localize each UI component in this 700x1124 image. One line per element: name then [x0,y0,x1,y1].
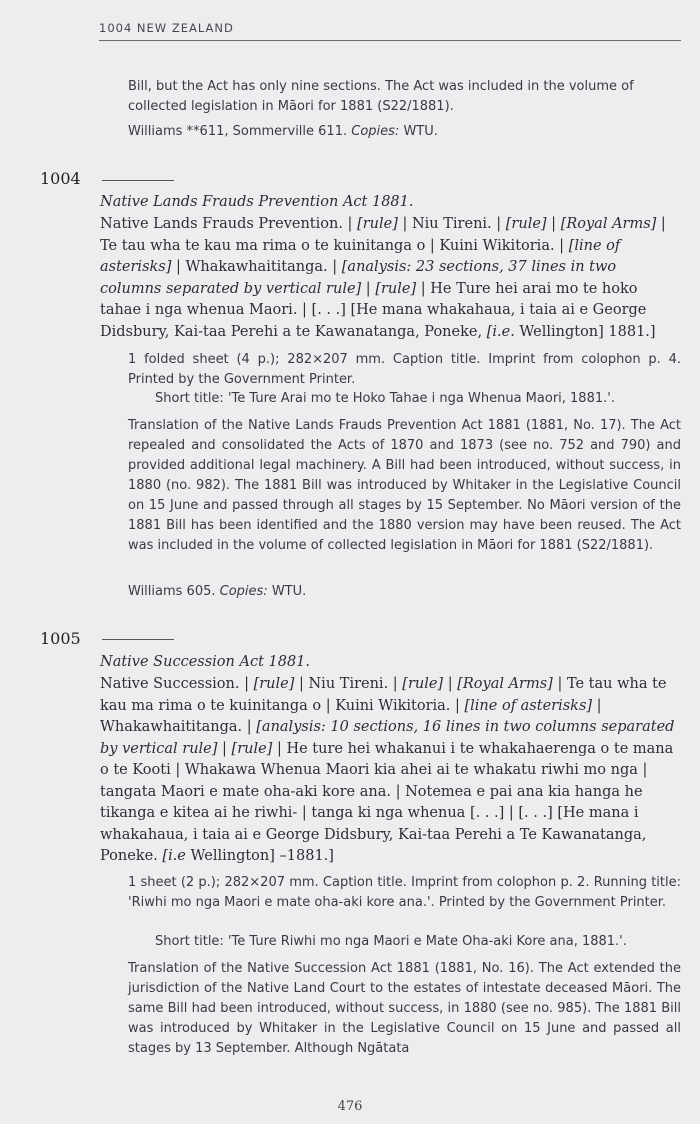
header-rule [99,40,681,41]
transcription-editorial-note: [rule] [253,676,295,692]
refs-text: Williams **611, Sommerville 611. [128,124,348,139]
prev-entry-note: Bill, but the Act has only nine sections. The Act was included in the volume of collected legislation in Māori for 1881 (S22/1881). [128,79,634,114]
entry-1005-note: Translation of the Native Succession Act 1881 (1881, No. 16). The Act extended the jurisdiction of the Native Land Court to the estates of intestate deceased Māori. The same Bill had been introduced, without success, in 1880 (see no. 985). The 1881 Bill was introduced by Whitaker in the Legislative Council on 15 June and passed all stages by 13 September. Although Ngātata [128,961,681,1056]
transcription-editorial-note: [rule] [505,216,547,232]
transcription-text: Native Lands Frauds Prevention. | [100,216,358,232]
entry-1005-title: Native Succession Act 1881. [100,654,311,670]
copies-value: WTU. [403,124,438,139]
entry-1005-physical: 1 sheet (2 p.); 282×207 mm. Caption title. Imprint from colophon p. 2. Running title: 'Riwhi mo nga Maori e mate oha-aki kore ana.'. Printed by the Government Printer. [128,875,681,910]
entry-1005-transcription [100,674,682,868]
transcription-text: | [361,280,376,297]
prev-entry-refs [128,122,681,142]
transcription-editorial-note: [line of asterisks] [100,237,621,275]
entry-1004-transcription [100,214,682,343]
page-number: 476 [337,1099,363,1114]
transcription-text: | Te tau wha te kau ma rima o te kuinitanga o | Kuini Wikitoria. | [100,216,666,254]
entry-1005-short-title: Short title: 'Te Ture Riwhi mo nga Maori e Mate Oha-aki Kore ana, 1881.'. [155,934,627,949]
entry-1004-refs [128,582,681,602]
transcription-text: | Whakawhaititanga. | [171,259,342,275]
transcription-editorial-note: [i.e. [486,323,515,340]
transcription-text: Native Succession. | [100,676,254,692]
entry-rule-1005 [102,639,174,640]
transcription-text: | Te tau wha te kau ma rima o te kuinitanga o | Kuini Wikitoria. | [100,676,667,714]
transcription-text: | He ture hei whakanui i te whakahaerenga o te mana o te Kooti | Whakawa Whenua Maori kia ahei ai te whakatu riwhi mo nga | tangata Maori e mate oha-aki kore ana. | Notemea e pai ana kia hanga he tikanga e kitea ai he riwhi- | tanga ki nga whenua [. . .] | [. . .] [He mana i whakahaua, i taia ai e George Didsbury, Kai-taa Perehi a Te Kawanatanga, Poneke. [100,740,674,864]
entry-1004-physical: 1 folded sheet (4 p.); 282×207 mm. Caption title. Imprint from colophon p. 4. Printed by the Government Printer. [128,352,681,387]
transcription-editorial-note: [rule] [357,216,398,232]
entry-1004-note: Translation of the Native Lands Frauds Prevention Act 1881 (1881, No. 17). The Act repealed and consolidated the Acts of 1870 and 1873 (see no. 752 and 790) and provided additional legal machinery. A Bill had been introduced, without success, in 1880 (no. 982). The 1881 Bill was introduced by Whitaker in the Legislative Council on 15 June and passed through all stages by 15 September. No Māori version of the 1881 Bill has been identified and the 1880 version may have been reused. The Act was included in the volume of collected legislation in Māori for 1881 (S22/1881). [128,418,681,553]
entry-number-1005: 1005 [40,629,81,648]
transcription-text: Wellington] 1881.] [514,323,656,340]
entry-1004-title: Native Lands Frauds Prevention Act 1881. [100,194,414,210]
transcription-editorial-note: [analysis: 23 sections, 37 lines in two columns separated by vertical rule] [100,259,617,297]
entry-1004-short-title: Short title: 'Te Ture Arai mo te Hoko Tahae i nga Whenua Maori, 1881.'. [155,391,615,406]
transcription-text: | Whakawhaititanga. | [100,697,602,735]
transcription-editorial-note: [line of asterisks] [464,697,593,714]
entry-number-1004: 1004 [40,169,81,188]
transcription-editorial-note: [rule] [402,676,444,692]
transcription-editorial-note: [analysis: 10 sections, 16 lines in two columns separated by vertical rule] [100,719,675,757]
transcription-text: | Niu Tireni. | [397,216,506,232]
transcription-editorial-note: [rule] [231,740,273,757]
transcription-editorial-note: [Royal Arms] [560,216,657,232]
entry-rule-1004 [102,180,174,181]
copies-value: WTU. [271,584,307,599]
transcription-editorial-note: [i.e [162,848,186,864]
transcription-text: | [546,216,561,232]
transcription-text: | [217,740,232,757]
transcription-text: | Niu Tireni. | [294,676,403,692]
transcription-text: Wellington] –1881.] [185,848,334,864]
transcription-text: | He Ture hei arai mo te hoko tahae i nga whenua Maori. | [. . .] [He mana whakahaua, i taia ai e George Didsbury, Kai-taa Perehi a te Kawanatanga, Poneke, [100,280,647,340]
transcription-text: | [443,676,458,692]
copies-label: Copies: [351,124,400,139]
transcription-editorial-note: [rule] [375,280,417,297]
refs-text: Williams 605. [128,584,216,599]
copies-label: Copies: [219,584,268,599]
transcription-editorial-note: [Royal Arms] [457,676,553,692]
running-head: 1004 NEW ZEALAND [99,21,234,35]
